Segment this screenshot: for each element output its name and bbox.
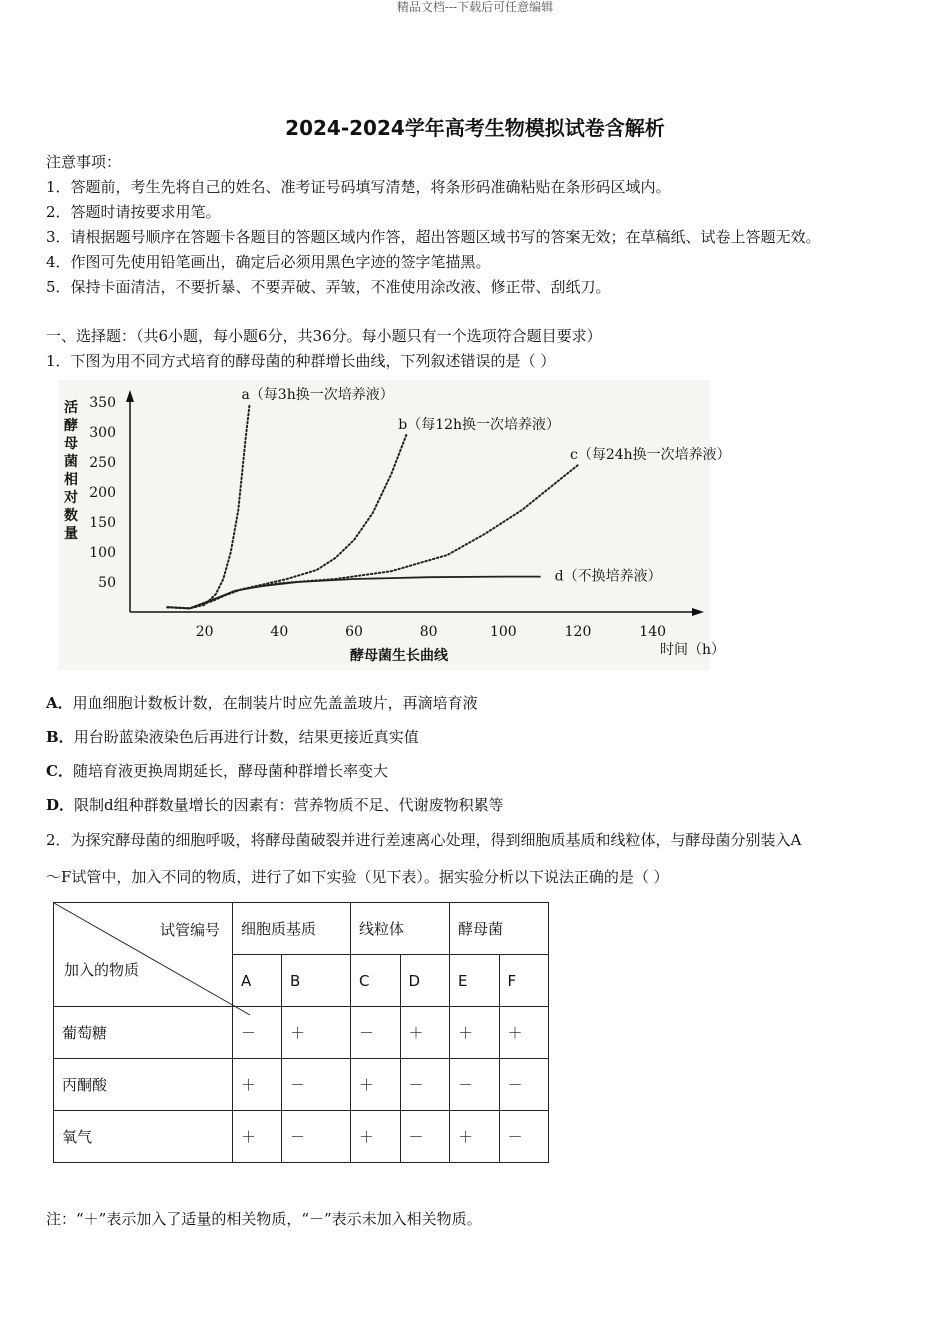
y-tick-label: 100 — [89, 545, 116, 561]
option-text: 限制d组种群数量增长的因素有：营养物质不足、代谢废物积累等 — [74, 796, 504, 814]
x-tick-label: 120 — [564, 624, 592, 640]
x-tick-label: 140 — [639, 624, 667, 640]
tube-header: F — [499, 955, 549, 1007]
y-axis-label-char: 数 — [64, 508, 78, 524]
corner-bottom-label: 加入的物质 — [64, 961, 140, 979]
y-tick-label: 50 — [98, 575, 116, 591]
series-label-b: b（每12h换一次培养液） — [398, 417, 561, 433]
value-cell: ＋ — [450, 1007, 500, 1059]
y-axis-arrow — [126, 390, 134, 402]
substance-cell: 丙酮酸 — [54, 1059, 233, 1111]
y-axis-label-char: 活 — [64, 400, 78, 416]
notice-item-5: 5．保持卡面清洁，不要折暴、不要弄破、弄皱，不准使用涂改液、修正带、刮纸刀。 — [46, 278, 611, 296]
tube-header: C — [351, 955, 401, 1007]
y-tick-label: 150 — [89, 515, 116, 531]
x-axis-arrow — [692, 608, 704, 616]
page-header-note: 精品文档---下载后可任意编辑 — [396, 0, 554, 14]
page-title: 2024-2024学年高考生物模拟试卷含解析 — [285, 116, 665, 140]
x-tick-label: 40 — [270, 624, 289, 640]
q2-stem-line2: ～F试管中，加入不同的物质，进行了如下实验（见下表）。据实验分析以下说法正确的是（ ） — [46, 868, 669, 886]
option-label: C． — [46, 762, 73, 780]
value-cell: ＋ — [233, 1111, 282, 1163]
option-text: 用血细胞计数板计数，在制装片时应先盖盖玻片，再滴培育液 — [72, 694, 478, 712]
x-tick-label: 100 — [489, 624, 517, 640]
value-cell: － — [282, 1059, 351, 1111]
option-label: B． — [46, 728, 74, 746]
option-label: D． — [46, 796, 75, 814]
experiment-table — [53, 902, 549, 1163]
q1-option-b — [46, 727, 419, 747]
y-tick-label: 300 — [89, 425, 116, 441]
series-line-d — [167, 577, 540, 609]
value-cell: ＋ — [499, 1007, 549, 1059]
option-text: 用台盼蓝染液染色后再进行计数，结果更接近真实值 — [73, 728, 419, 746]
series-label-a: a（每3h换一次培养液） — [241, 387, 394, 403]
q1-option-d — [46, 795, 504, 815]
tube-header: A — [233, 955, 282, 1007]
group-header: 线粒体 — [351, 903, 450, 955]
y-axis-label-char: 酵 — [64, 418, 78, 434]
tube-header: D — [400, 955, 450, 1007]
table-row — [54, 1059, 549, 1111]
growth-curve-chart — [58, 380, 731, 670]
value-cell: － — [400, 1111, 450, 1163]
x-axis-label: 时间（h） — [660, 642, 726, 658]
value-cell: － — [499, 1111, 549, 1163]
q1-option-c — [46, 761, 388, 781]
substance-cell: 氧气 — [54, 1111, 233, 1163]
q1-stem: 1．下图为用不同方式培育的酵母菌的种群增长曲线，下列叙述错误的是（ ） — [46, 352, 556, 370]
table-row — [54, 1111, 549, 1163]
tube-header: E — [450, 955, 500, 1007]
value-cell: ＋ — [233, 1059, 282, 1111]
series-label-c: c（每24h换一次培养液） — [570, 447, 731, 463]
x-tick-label: 60 — [345, 624, 363, 640]
notice-item-4: 4．作图可先使用铅笔画出，确定后必须用黑色字迹的签字笔描黑。 — [46, 253, 491, 271]
y-axis-label-char: 相 — [64, 472, 78, 488]
notice-heading: 注意事项： — [46, 153, 122, 171]
y-axis-label-char: 量 — [64, 526, 78, 542]
notice-item-1: 1．答题前，考生先将自己的姓名、准考证号码填写清楚，将条形码准确粘贴在条形码区域内。 — [46, 178, 671, 196]
section-heading: 一、选择题：（共6小题，每小题6分，共36分。每小题只有一个选项符合题目要求） — [46, 327, 602, 345]
value-cell: － — [499, 1059, 549, 1111]
series-label-d: d（不换培养液） — [554, 568, 662, 585]
corner-top-label: 试管编号 — [159, 921, 220, 939]
q2-stem-line1: 2．为探究酵母菌的细胞呼吸，将酵母菌破裂并进行差速离心处理，得到细胞质基质和线粒体，与酵母菌分别装入A — [46, 831, 802, 849]
series-line-a — [167, 405, 249, 608]
y-tick-label: 250 — [89, 455, 116, 471]
chart-svg — [58, 380, 731, 670]
y-axis-label-char: 菌 — [64, 454, 78, 470]
corner-cell — [54, 903, 233, 1007]
option-label: A． — [46, 694, 73, 712]
option-text: 随培育液更换周期延长，酵母菌种群增长率变大 — [72, 762, 388, 780]
y-tick-label: 350 — [89, 395, 116, 411]
value-cell: － — [400, 1059, 450, 1111]
value-cell: － — [233, 1007, 282, 1059]
y-axis-label-char: 母 — [64, 436, 78, 452]
group-header: 细胞质基质 — [233, 903, 351, 955]
value-cell: ＋ — [400, 1007, 450, 1059]
table-header-row — [54, 903, 549, 955]
notice-item-3: 3．请根据题号顺序在答题卡各题目的答题区域内作答，超出答题区域书写的答案无效；在草稿纸、试卷上答题无效。 — [46, 228, 821, 246]
series-line-c — [167, 465, 578, 608]
y-tick-label: 200 — [89, 485, 116, 501]
table-note: 注：“＋”表示加入了适量的相关物质，“－”表示未加入相关物质。 — [46, 1210, 482, 1228]
chart-caption: 酵母菌生长曲线 — [350, 648, 448, 664]
q1-option-a — [46, 693, 478, 713]
value-cell: ＋ — [351, 1111, 401, 1163]
x-tick-label: 20 — [195, 624, 214, 640]
value-cell: ＋ — [282, 1007, 351, 1059]
notice-item-2: 2．答题时请按要求用笔。 — [46, 203, 221, 221]
tube-header: B — [282, 955, 351, 1007]
value-cell: ＋ — [450, 1111, 500, 1163]
value-cell: － — [450, 1059, 500, 1111]
value-cell: ＋ — [351, 1059, 401, 1111]
group-header: 酵母菌 — [450, 903, 549, 955]
value-cell: － — [282, 1111, 351, 1163]
y-axis-label-char: 对 — [64, 490, 78, 506]
substance-cell: 葡萄糖 — [54, 1007, 233, 1059]
value-cell: － — [351, 1007, 401, 1059]
x-tick-label: 80 — [419, 624, 438, 640]
